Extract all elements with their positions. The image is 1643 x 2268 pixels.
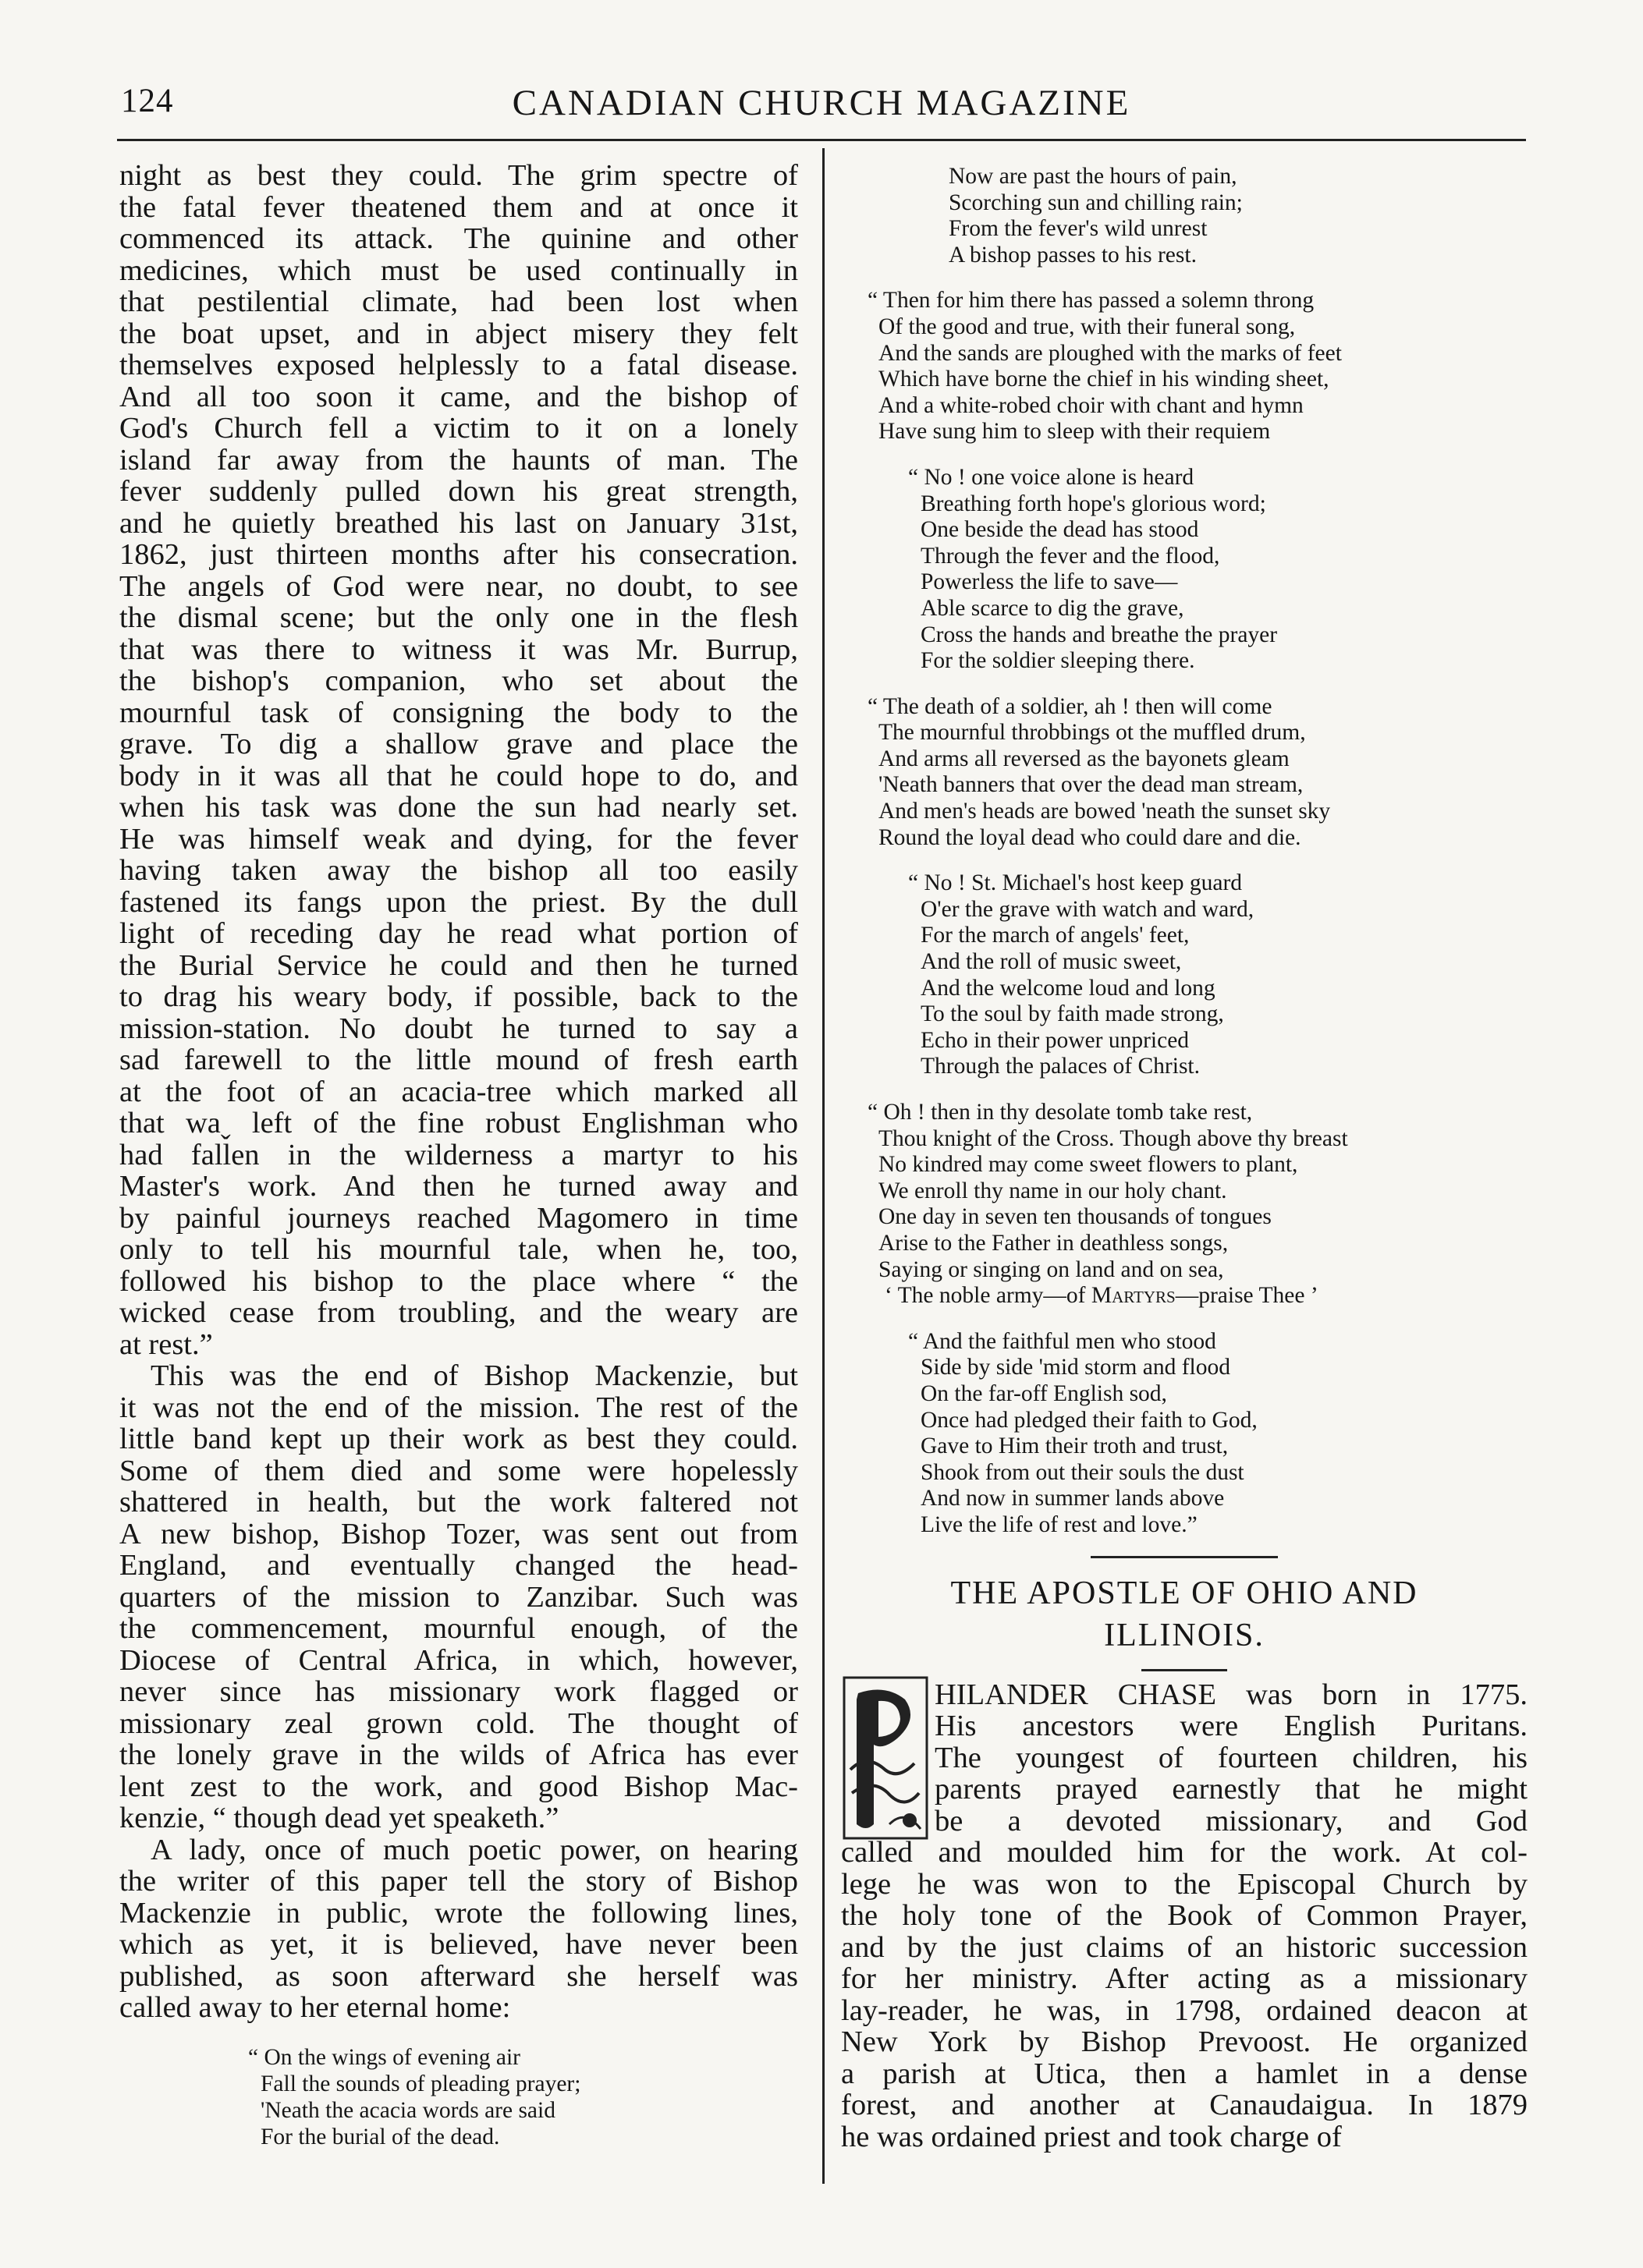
poem-line: Cross the hands and breathe the prayer (921, 622, 1278, 647)
text-line: the Burial Service he could and then he turned (119, 948, 798, 982)
paragraph-fever (119, 160, 798, 1360)
text-line: the bishop's companion, who set about the (119, 664, 798, 697)
text-line: only to tell his mournful tale, when he, too, (119, 1233, 798, 1266)
poem-line: The mournful throbbings ot the muffled drum, (878, 720, 1306, 746)
small-caps-word: Martyrs (1091, 1283, 1176, 1309)
text-line: Diocese of Central Africa, in which, however, (119, 1643, 798, 1677)
text-line: which as yet, it is believed, have never been (119, 1928, 798, 1961)
poem-line: Arise to the Father in deathless songs, (878, 1230, 1229, 1256)
text-line: quarters of the mission to Zanzibar. Such was (119, 1580, 798, 1614)
poem-line: And the roll of music sweet, (921, 949, 1182, 975)
text-line: a parish at Utica, then a hamlet in a dense (841, 2057, 1528, 2090)
text-line: A lady, once of much poetic power, on hearing (151, 1833, 798, 1866)
poem-line: 'Neath banners that over the dead man stream, (878, 772, 1304, 798)
poem-line: And the sands are ploughed with the marks of feet (878, 340, 1342, 366)
text-line: Some of them died and some were hopelessly (119, 1454, 798, 1487)
drop-cap-p-icon (843, 1676, 928, 1840)
poem-line: “ Oh ! then in thy desolate tomb take rest, (868, 1100, 1253, 1125)
left-column (119, 160, 798, 2150)
text-line: mournful task of consigning the body to the (119, 696, 798, 729)
text-line: God's Church fell a victim to it on a lonely (119, 412, 798, 445)
text-line: having taken away the bishop all too easily (119, 854, 798, 887)
poem-line: For the burial of the dead. (261, 2124, 500, 2149)
text-line: lay-reader, he was, in 1798, ordained deacon at (841, 1993, 1528, 2027)
poem-line: Of the good and true, with their funeral song, (878, 314, 1296, 339)
text-line: island far away from the haunts of man. The (119, 443, 798, 477)
poem-line: One beside the dead has stood (921, 517, 1199, 543)
text-line: the dismal scene; but the only one in the flesh (119, 601, 798, 634)
text-line: that pestilential climate, had been lost when (119, 285, 798, 318)
poem-line: “ Then for him there has passed a solemn throng (868, 288, 1315, 314)
header-rule (117, 139, 1526, 141)
poem-line: For the soldier sleeping there. (921, 648, 1195, 674)
text-line: little band kept up their work as best they could. (119, 1423, 798, 1455)
poem-line: 'Neath the acacia words are said (261, 2097, 555, 2123)
text-line: never since has missionary work flagged or (119, 1675, 798, 1708)
text-line: mission-station. No doubt he turned to say a (119, 1012, 798, 1045)
right-column (841, 164, 1528, 2153)
poem-line: For the march of angels' feet, (921, 923, 1190, 948)
text-line: that waˬ left of the fine robust Englishman who (119, 1107, 798, 1139)
poem-line: Fall the sounds of pleading prayer; (261, 2071, 581, 2096)
text-line: when his task was done the sun had nearly set. (119, 791, 798, 824)
poem-line: Side by side 'mid storm and flood (921, 1355, 1230, 1380)
poem-line: “ The death of a soldier, ah ! then will come (868, 693, 1272, 719)
poem-line: Able scarce to dig the grave, (921, 595, 1184, 621)
poem-line: Which have borne the chief in his winding sheet, (878, 367, 1329, 392)
text-line: called away to her eternal home: (119, 1991, 511, 2024)
text-line: medicines, which must be used continually in (119, 253, 798, 287)
poem-line: We enroll thy name in our holy chant. (878, 1178, 1227, 1203)
title-underline (1141, 1669, 1227, 1671)
page-number: 124 (121, 83, 174, 119)
poem-line: Echo in their power unpriced (921, 1027, 1190, 1053)
poem-line-martyrs: ‘ The noble army—of Martyrs—praise Thee ’ (885, 1283, 1318, 1309)
text-line: This was the end of Bishop Mackenzie, but (151, 1359, 798, 1392)
poem-line: Scorching sun and chilling rain; (949, 190, 1243, 215)
poem-line: Through the palaces of Christ. (921, 1054, 1201, 1079)
text-line: New York by Bishop Prevoost. He organized (841, 2025, 1528, 2058)
section-title: ILLINOIS. (1104, 1617, 1265, 1653)
section-divider (1091, 1556, 1278, 1558)
text-line: it was not the end of the mission. The rest of the (119, 1391, 798, 1424)
poem-line: “ On the wings of evening air (248, 2044, 520, 2070)
text-line: the writer of this paper tell the story of Bishop (119, 1865, 798, 1898)
poem-line: To the soul by faith made strong, (921, 1001, 1224, 1027)
text-line: A new bishop, Bishop Tozer, was sent out from (119, 1517, 798, 1550)
poem-line: Breathing forth hope's glorious word; (921, 491, 1266, 516)
text-line: and he quietly breathed his last on January 31st, (119, 506, 798, 540)
poem-stanza (908, 1329, 1528, 1539)
text-line: sad farewell to the little mound of fresh earth (119, 1044, 798, 1076)
text-line: the boat upset, and in abject misery they felt (119, 317, 798, 350)
text-line: the holy tone of the Book of Common Prayer, (841, 1899, 1528, 1932)
text-line: lent zest to the work, and good Bishop Mac- (119, 1770, 798, 1803)
poem-line: One day in seven ten thousands of tongues (878, 1204, 1272, 1230)
text-line: Mackenzie in public, wrote the following lines, (119, 1896, 798, 1930)
poem-line: Powerless the life to save— (921, 569, 1178, 595)
poem-line: No kindred may come sweet flowers to plant, (878, 1152, 1298, 1178)
text-line: fastened its fangs upon the priest. By the dull (119, 885, 798, 919)
poem-line: Thou knight of the Cross. Though above thy breast (878, 1125, 1348, 1151)
poem-line: And men's heads are bowed 'neath the sunset sky (878, 799, 1331, 824)
poem-line: Through the fever and the flood, (921, 543, 1220, 569)
poem-line: “ No ! one voice alone is heard (908, 464, 1194, 490)
text-line: He was himself weak and dying, for the fever (119, 822, 798, 856)
text-line: had fallen in the wilderness a martyr to his (119, 1138, 798, 1171)
text-line: for her ministry. After acting as a missionary (841, 1962, 1528, 1995)
text-line: shattered in health, but the work faltered not (119, 1486, 798, 1518)
poem-opening-stanza (248, 2044, 798, 2150)
text-line: at rest.” (119, 1327, 213, 1361)
text-line: parents prayed earnestly that he might (935, 1773, 1528, 1806)
text-line: be a devoted missionary, and God (935, 1804, 1528, 1837)
poem-stanza (908, 465, 1528, 675)
poem-line: O'er the grave with watch and ward, (921, 896, 1254, 922)
text-line: to drag his weary body, if possible, back to the (119, 980, 798, 1013)
poem-line: Once had pledged their faith to God, (921, 1407, 1258, 1433)
column-divider (822, 148, 825, 2184)
poem-line: Have sung him to sleep with their requiem (878, 419, 1271, 445)
text-line: wicked cease from troubling, and the weary are (119, 1296, 798, 1329)
text-line: followed his bishop to the place where “ the (119, 1264, 798, 1298)
text-line: themselves exposed helplessly to a fatal disease. (119, 349, 798, 381)
poem-line: “ No ! St. Michael's host keep guard (908, 870, 1243, 896)
text-line: kenzie, “ though dead yet speaketh.” (119, 1802, 559, 1834)
text-line: body in it was all that he could hope to do, and (119, 759, 798, 792)
text-line: the lonely grave in the wilds of Africa has ever (119, 1738, 798, 1771)
text-line: His ancestors were English Puritans. (935, 1710, 1528, 1742)
text-line: the commencement, mournful enough, of the (119, 1612, 798, 1645)
text-line: HILANDER CHASE was born in 1775. (935, 1678, 1528, 1711)
text-line: called and moulded him for the work. At col- (841, 1836, 1528, 1869)
poem-line: And now in summer lands above (921, 1486, 1225, 1511)
poem-line: Now are past the hours of pain, (949, 164, 1237, 189)
text-line: The angels of God were near, no doubt, to see (119, 569, 798, 603)
poem-line: And the welcome loud and long (921, 975, 1215, 1001)
magazine-title: CANADIAN CHURCH MAGAZINE (512, 83, 1131, 123)
poem-stanza (868, 694, 1528, 852)
text-line: at the foot of an acacia-tree which marked all (119, 1075, 798, 1108)
text-line: published, as soon afterward she herself was (119, 1959, 798, 1993)
poem-line: Shook from out their souls the dust (921, 1459, 1244, 1485)
text-line: 1862, just thirteen months after his consecration. (119, 538, 798, 571)
paragraph-end-of-bishop (119, 1360, 798, 1834)
text-line: light of receding day he read what portion of (119, 917, 798, 950)
poem-line: Live the life of rest and love.” (921, 1511, 1198, 1537)
text-line: commenced its attack. The quinine and other (119, 222, 798, 255)
poem-line: A bishop passes to his rest. (949, 242, 1197, 268)
text-line: fever suddenly pulled down his great strength, (119, 475, 798, 508)
text-line: grave. To dig a shallow grave and place the (119, 728, 798, 760)
text-line: The youngest of fourteen children, his (935, 1741, 1528, 1774)
text-line: he was ordained priest and took charge of (841, 2120, 1342, 2153)
paragraph-poem-intro (119, 1834, 798, 2024)
section-title: THE APOSTLE OF OHIO AND (950, 1575, 1418, 1611)
text-line: England, and eventually changed the head- (119, 1549, 798, 1582)
poem-line: And arms all reversed as the bayonets gleam (878, 746, 1290, 771)
article-lead-lines (935, 1679, 1528, 1837)
poem-stanza (868, 1100, 1528, 1283)
poem-line: On the far-off English sod, (921, 1380, 1167, 1406)
text-line: And all too soon it came, and the bishop of (119, 380, 798, 413)
poem-stanza (868, 288, 1528, 445)
poem-stanza (908, 870, 1528, 1080)
text-line: Master's work. And then he turned away and (119, 1170, 798, 1203)
poem-line: Gave to Him their troth and trust, (921, 1433, 1229, 1459)
article-body (841, 1679, 1528, 2153)
poem-line: “ And the faithful men who stood (908, 1328, 1216, 1354)
text-line: by painful journeys reached Magomero in time (119, 1201, 798, 1235)
poem-line: Saying or singing on land and on sea, (878, 1256, 1224, 1282)
poem-stanza (949, 164, 1528, 268)
text-line: and by the just claims of an historic succession (841, 1930, 1528, 1964)
article-heading (841, 1572, 1528, 1657)
poem-line: And a white-robed choir with chant and hymn (878, 392, 1304, 418)
text-line: missionary zeal grown cold. The thought of (119, 1706, 798, 1740)
text-line: that was there to witness it was Mr. Burrup, (119, 633, 798, 666)
article-paragraph (841, 1837, 1528, 2153)
poem-line: Round the loyal dead who could dare and die. (878, 824, 1301, 850)
text-line: the fatal fever theatened them and at once it (119, 190, 798, 224)
text-line: forest, and another at Canaudaigua. In 1879 (841, 2089, 1528, 2121)
poem-line: From the fever's wild unrest (949, 216, 1208, 242)
text-line: night as best they could. The grim spectre of (119, 159, 798, 192)
text-line: lege he was won to the Episcopal Church by (841, 1867, 1528, 1901)
page-header (121, 74, 1522, 136)
